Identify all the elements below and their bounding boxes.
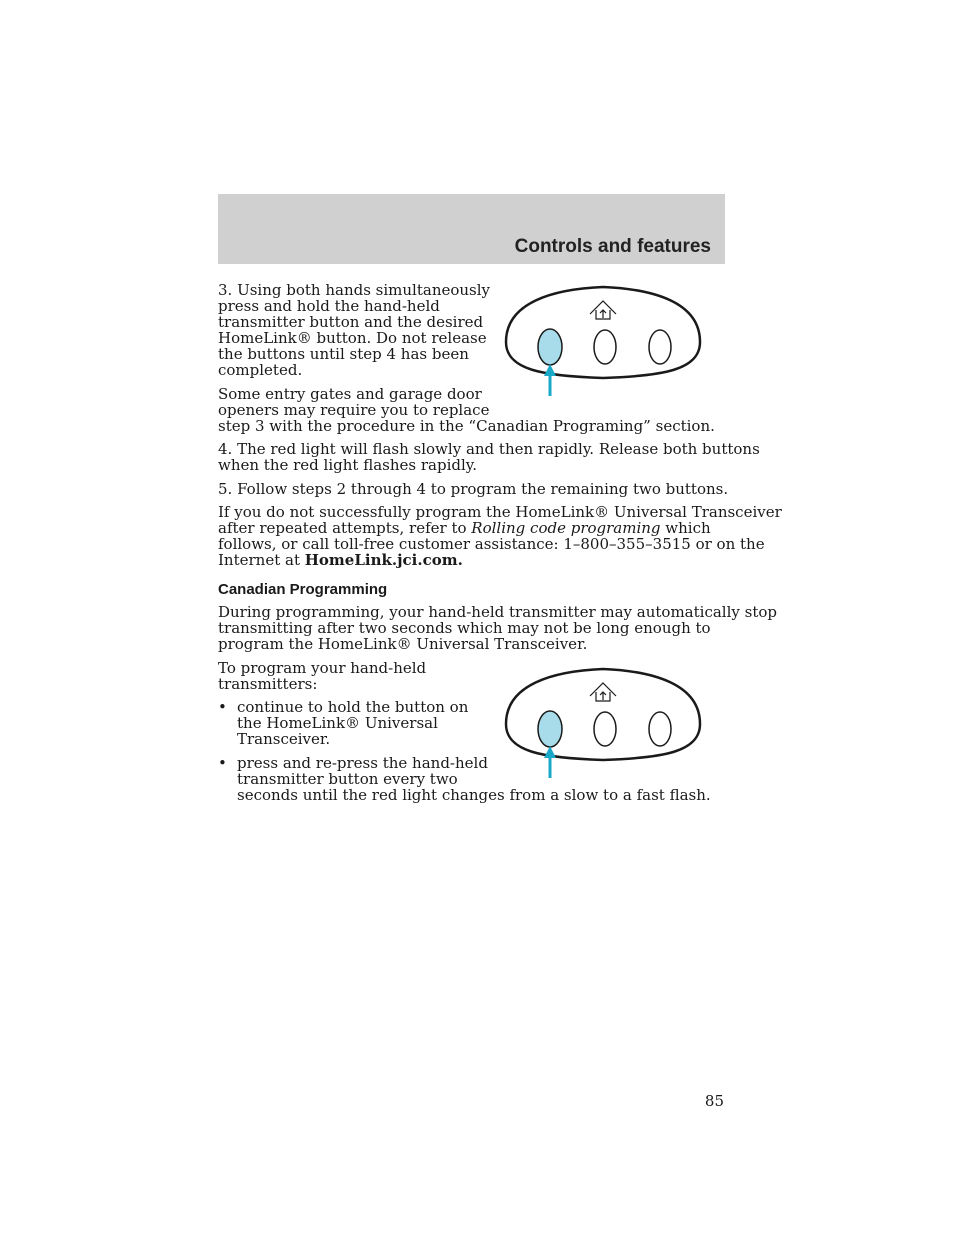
homelink-button-3: [649, 712, 671, 746]
bullet-2-continuation: seconds until the red light changes from a slow to a fast flash.: [237, 786, 711, 804]
unsuccessful-line: [218, 552, 463, 569]
homelink-buttons-figure-2: [498, 666, 708, 782]
house-icon: [590, 683, 616, 701]
step-4-line: when the red light flashes rapidly.: [218, 456, 478, 474]
bullet-2-line: transmitter button every two: [237, 770, 458, 788]
step-5-paragraph: 5. Follow steps 2 through 4 to program the remaining two buttons.: [218, 480, 729, 498]
homelink-website: HomeLink.jci.com.: [304, 551, 463, 569]
homelink-button-3: [649, 330, 671, 364]
bullet-1-line: continue to hold the button on: [237, 698, 469, 716]
unsuccessful-line: follows, or call toll-free customer assistance: 1–800–355–3515 or on the: [218, 535, 765, 553]
homelink-button-2: [594, 330, 616, 364]
homelink-button-1: [538, 711, 562, 747]
unsuccessful-line: If you do not successfully program the HomeLink® Universal Transceiver: [218, 503, 782, 521]
bullet-1-line: Transceiver.: [237, 730, 331, 748]
program-lead-line: To program your hand-held: [218, 659, 427, 677]
arrow-indicator: [544, 364, 556, 396]
step-3-line: HomeLink® button. Do not release: [218, 329, 487, 347]
canadian-programming-heading: Canadian Programming: [218, 581, 388, 598]
program-lead-line: transmitters:: [218, 675, 318, 693]
step-3-line: 3. Using both hands simultaneously: [218, 281, 491, 299]
bullet-1-line: the HomeLink® Universal: [237, 714, 438, 732]
step-3-line: press and hold the hand-held: [218, 297, 440, 315]
gates-note-line: step 3 with the procedure in the “Canadian Programing” section.: [218, 417, 715, 435]
house-icon: [590, 301, 616, 319]
gates-note-line: openers may require you to replace: [218, 401, 490, 419]
homelink-button-1: [538, 329, 562, 365]
section-title: Controls and features: [514, 236, 711, 257]
step-3-line: transmitter button and the desired: [218, 313, 484, 331]
rolling-code-reference: Rolling code programing: [471, 519, 661, 537]
canadian-intro-line: program the HomeLink® Universal Transceiver.: [218, 635, 588, 653]
step-4-line: 4. The red light will flash slowly and then rapidly. Release both buttons: [218, 440, 760, 458]
canadian-intro-line: transmitting after two seconds which may not be long enough to: [218, 619, 711, 637]
homelink-buttons-figure-1: [498, 284, 708, 400]
text-span: after repeated attempts, refer to: [218, 519, 472, 537]
section-header-band: [218, 194, 725, 264]
page-number: 85: [704, 1092, 724, 1110]
text-span: which: [660, 519, 711, 537]
step-3-line: the buttons until step 4 has been: [218, 345, 469, 363]
bullet-2-line: press and re-press the hand-held: [237, 754, 488, 772]
bullet-symbol: •: [218, 754, 227, 772]
text-span: Internet at: [218, 551, 305, 569]
homelink-button-2: [594, 712, 616, 746]
arrow-indicator: [544, 746, 556, 778]
canadian-intro-line: During programming, your hand-held transmitter may automatically stop: [218, 603, 777, 621]
bullet-symbol: •: [218, 698, 227, 716]
step-3-line: completed.: [218, 361, 303, 379]
gates-note-line: Some entry gates and garage door: [218, 385, 482, 403]
